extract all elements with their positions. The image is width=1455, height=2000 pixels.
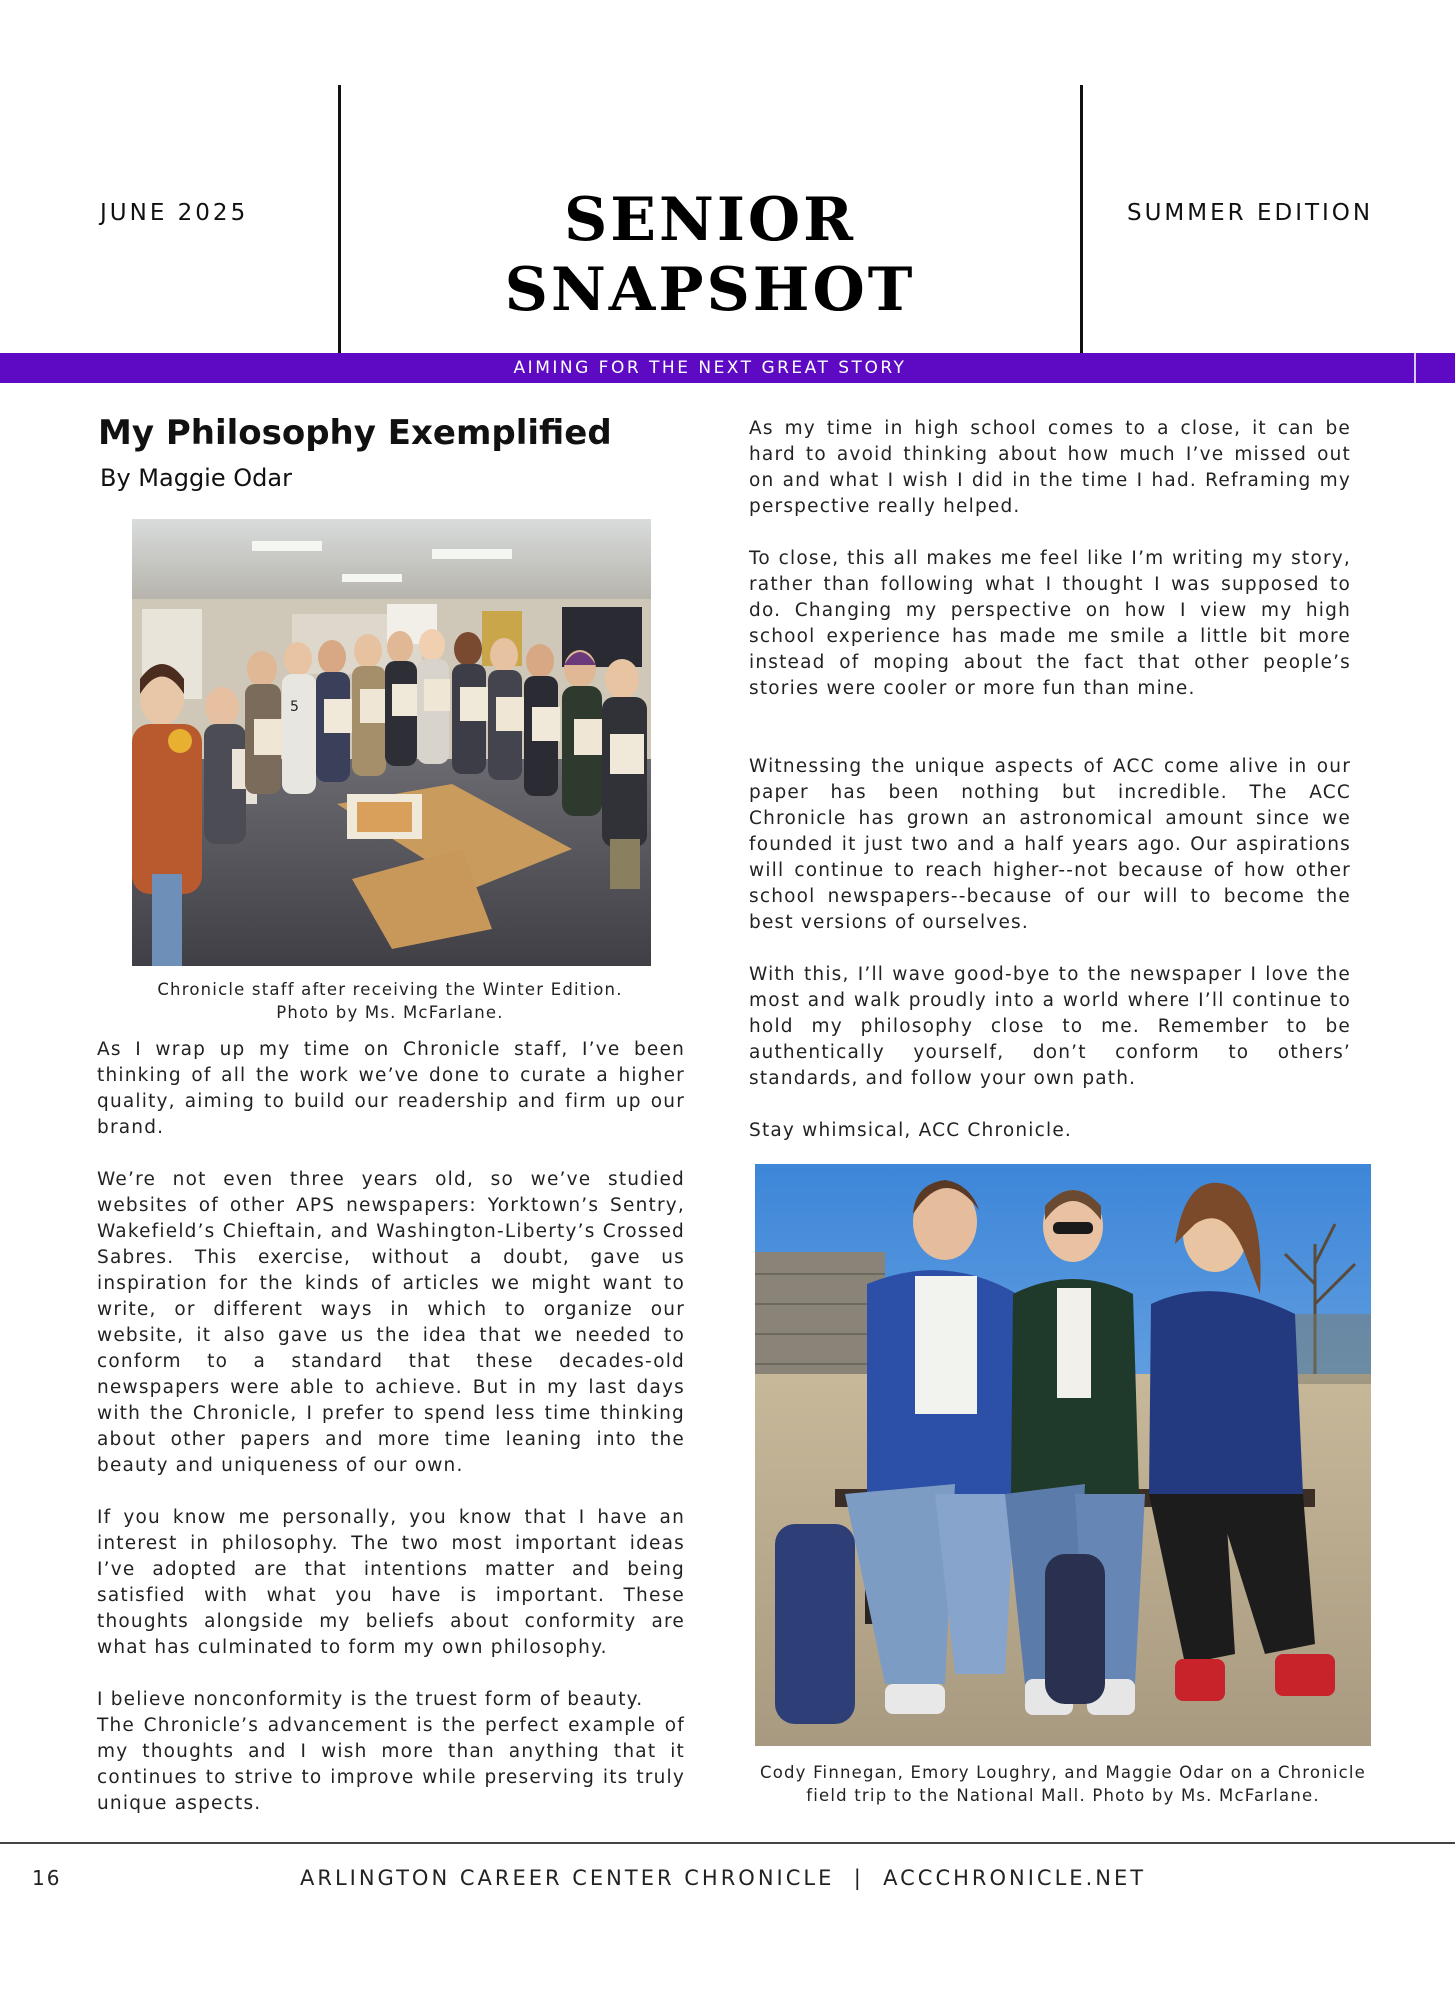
- paragraph: To close, this all makes me feel like I’m writing my story, rather than following what I thought I was supposed to do. Changing my perspective on how I view my high school experience has made me smile a little bit more instead of moping about the fact that other people’s stories were cooler or more fun than mine.: [749, 548, 1351, 699]
- photo2-caption-line2: field trip to the National Mall. Photo by Ms. McFarlane.: [806, 1786, 1320, 1805]
- header-divider-right: [1080, 85, 1083, 368]
- staff-classroom-illustration: [132, 519, 651, 966]
- paragraph: The Chronicle’s advancement is the perfect example of my thoughts and I wish more than anything that it continues to strive to improve while preserving its truly unique aspects.: [97, 1715, 685, 1814]
- footer-rule: [0, 1842, 1455, 1844]
- article-title: My Philosophy Exemplified: [98, 413, 612, 453]
- signoff: Stay whimsical, ACC Chronicle.: [749, 1120, 1073, 1141]
- paragraph: As I wrap up my time on Chronicle staff, I’ve been thinking of all the work we’ve done to curate a higher quality, aiming to build our readership and firm up our brand.: [97, 1039, 685, 1138]
- header-divider-left: [338, 85, 341, 353]
- issue-date: JUNE 2025: [100, 200, 249, 226]
- page-title: SENIOR SNAPSHOT: [504, 185, 916, 325]
- paragraph-statement: I believe nonconformity is the truest form of beauty.: [97, 1689, 644, 1710]
- paragraph: With this, I’ll wave good-bye to the newspaper I love the most and walk proudly into a world where I’ll continue to hold my philosophy close to me. Remember to be authentically yourself, don’t conform to others’ standards, and follow your own path.: [749, 964, 1351, 1089]
- edition-label: SUMMER EDITION: [1127, 200, 1374, 226]
- page-number: 16: [32, 1866, 62, 1890]
- national-mall-illustration: [755, 1164, 1371, 1746]
- paragraph: As my time in high school comes to a close, it can be hard to avoid thinking about how much I’ve missed out on and what I wish I did in the time I had. Reframing my perspective really helped.: [749, 418, 1351, 517]
- left-column: [97, 1037, 685, 1843]
- staff-classroom-photo: [132, 519, 651, 966]
- national-mall-photo: [755, 1164, 1371, 1746]
- paragraph: Witnessing the unique aspects of ACC come alive in our paper has been nothing but incredible. The ACC Chronicle has grown an astronomical amount since we founded it just two and a half years ago. Our aspirations will continue to reach higher--not because of how other school newspapers--because of our will to become the best versions of ourselves.: [749, 756, 1351, 933]
- photo2-caption: [750, 1761, 1376, 1807]
- paragraph: If you know me personally, you know that I have an interest in philosophy. The two most important ideas I’ve adopted are that intentions matter and being satisfied with what you have is important. These thoughts alongside my beliefs about conformity are what has culminated to form my own philosophy.: [97, 1507, 685, 1658]
- photo1-caption-line1: Chronicle staff after receiving the Winter Edition.: [157, 980, 623, 999]
- right-column: [749, 416, 1351, 1170]
- footer-publication: ARLINGTON CAREER CENTER CHRONICLE | ACCCHRONICLE.NET: [300, 1866, 1147, 1890]
- paragraph: We’re not even three years old, so we’ve studied websites of other APS newspapers: Yorktown’s Sentry, Wakefield’s Chieftain, and Washington-Liberty’s Crossed Sabres. This exercise, without a doubt, gave us inspiration for the kinds of articles we might want to write, or different ways in which to organize our website, it also gave us the idea that we needed to conform to a standard that these decades-old newspapers were able to achieve. But in my last days with the Chronicle, I prefer to spend less time thinking about other papers and more time leaning into the beauty and uniqueness of our own.: [97, 1169, 685, 1476]
- article-byline: By Maggie Odar: [100, 464, 292, 492]
- photo2-caption-line1: Cody Finnegan, Emory Loughry, and Maggie Odar on a Chronicle: [759, 1763, 1367, 1782]
- photo1-caption-line2: Photo by Ms. McFarlane.: [276, 1003, 504, 1022]
- tagline: AIMING FOR THE NEXT GREAT STORY: [513, 358, 907, 378]
- photo1-caption: [100, 978, 680, 1024]
- svg-text:5: 5: [290, 699, 299, 715]
